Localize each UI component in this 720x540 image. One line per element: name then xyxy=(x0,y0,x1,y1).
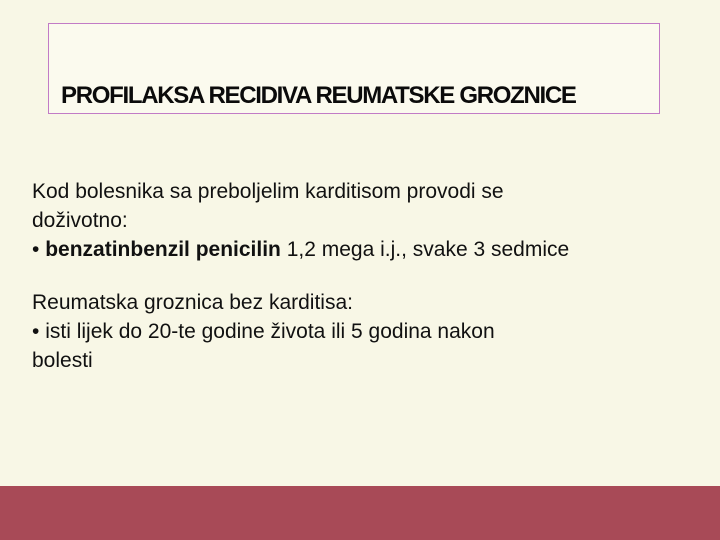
paragraph-lifelong xyxy=(32,177,682,264)
footer-bar xyxy=(0,486,720,540)
paragraph-no-carditis xyxy=(32,288,682,375)
slide-title: PROFILAKSA RECIDIVA REUMATSKE GROZNICE xyxy=(61,82,576,109)
drug-name: benzatinbenzil penicilin xyxy=(45,238,281,261)
dose-text: 1,2 mega i.j., svake 3 sedmice xyxy=(286,238,570,261)
bullet-icon: • xyxy=(32,320,40,343)
slide-content xyxy=(32,177,682,375)
paragraph-line: bolesti xyxy=(32,349,93,372)
paragraph-line: doživotno: xyxy=(32,209,128,232)
bullet-item xyxy=(32,235,682,264)
paragraph-line: Kod bolesnika sa preboljelim karditisom provodi se xyxy=(32,180,504,203)
bullet-text: isti lijek do 20-te godine života ili 5 godina nakon xyxy=(45,320,495,343)
title-box xyxy=(48,23,660,114)
bullet-item xyxy=(32,317,682,346)
paragraph-line: Reumatska groznica bez karditisa: xyxy=(32,291,353,314)
bullet-icon: • xyxy=(32,238,40,261)
